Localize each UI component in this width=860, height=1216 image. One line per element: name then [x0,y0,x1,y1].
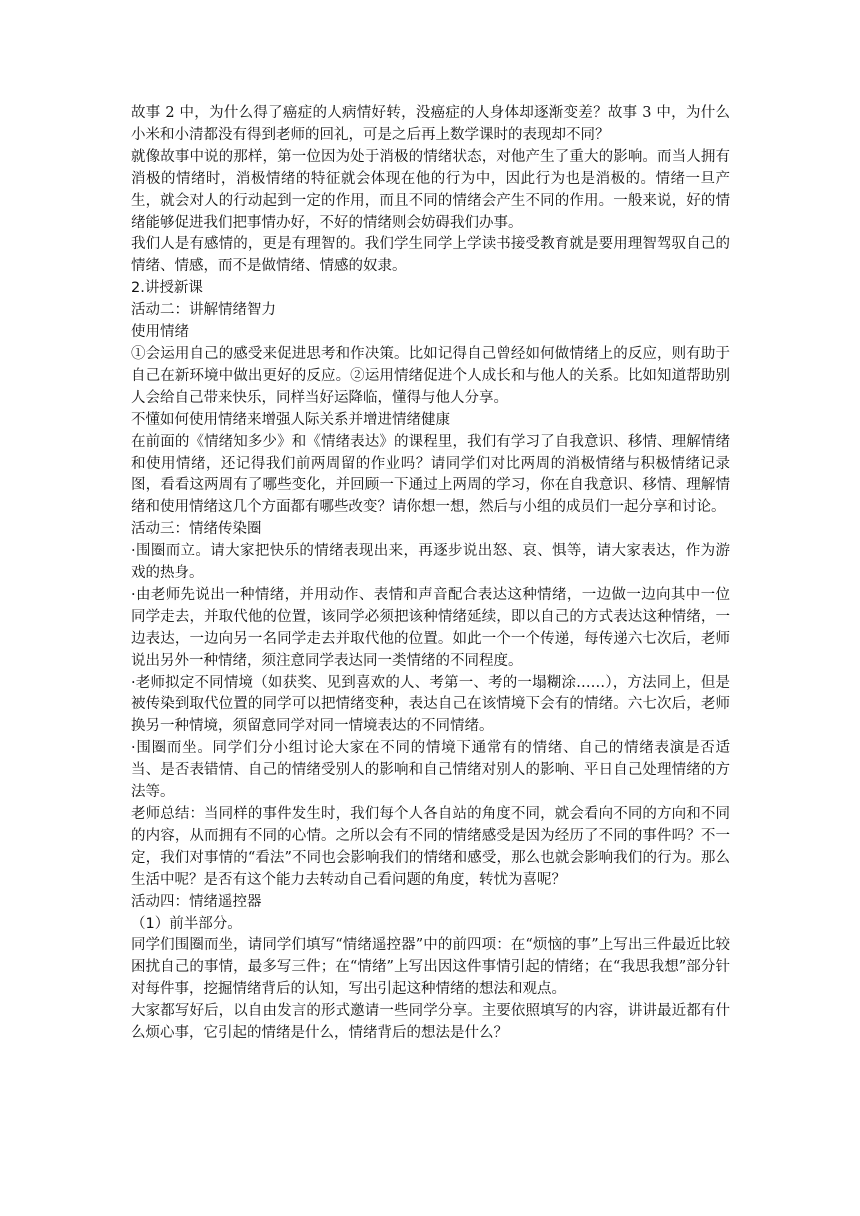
subheading-first-half: （1）前半部分。 [131,915,242,932]
bullet-different-situations: ·老师拟定不同情境（如获奖、见到喜欢的人、考第一、考的一塌糊涂……），方法同上，但是被传染到取代位置的同学可以把情绪变种，表达自己在该情境下会有的情绪。六七次后，老师换另一种情境，须留意同学对同一情境表达的不同情绪。 [131,674,730,735]
paragraph-not-using-emotion: 不懂如何使用情绪来增强人际关系并增进情绪健康 [131,411,450,428]
bullet-stand-in-circle: ·围圈而立。请大家把快乐的情绪表现出来，再逐步说出怒、哀、惧等，请大家表达，作为游戏的热身。 [131,543,730,582]
bullet-sit-in-circle: ·围圈而坐。同学们分小组讨论大家在不同的情境下通常有的情绪、自己的情绪表演是否适当、是否表错情、自己的情绪受别人的影响和自己情绪对别人的影响、平日自己处理情绪的方法等。 [131,740,730,801]
paragraph-fill-remote: 同学们围圈而坐，请同学们填写“情绪遥控器”中的前四项：在“烦恼的事”上写出三件最近比较困扰自己的事情，最多写三件；在“情绪”上写出因这件事情引起的情绪；在“我思我想”部分针对每件事，挖掘情绪背后的认知，写出引起这种情绪的想法和观点。 [131,937,730,998]
paragraph-teacher-summary: 老师总结：当同样的事件发生时，我们每个人各自站的角度不同，就会看向不同的方向和不同的内容，从而拥有不同的心情。之所以会有不同的情绪感受是因为经历了不同的事件吗？不一定，我们对事情的“看法”不同也会影响我们的情绪和感受，那么也就会影响我们的行为。那么生活中呢？是否有这个能力去转动自己看问题的角度，转忧为喜呢？ [131,806,730,888]
paragraph-story-questions: 故事 2 中，为什么得了癌症的人病情好转，没癌症的人身体却逐渐变差？故事 3 中，为什么小米和小清都没有得到老师的回礼，可是之后再上数学课时的表现却不同？ [131,105,730,143]
activity-four-heading: 活动四：情绪遥控器 [131,893,262,910]
bullet-teacher-emotion-relay: ·由老师先说出一种情绪，并用动作、表情和声音配合表达这种情绪，一边做一边向其中一位同学走去，并取代他的位置，该同学必须把该种情绪延续，即以自己的方式表达这种情绪，一边表达，一边向另一名同学走去并取代他的位置。如此一个一个传递，每传递六七次后，老师说出另外一种情绪，须注意同学表达同一类情绪的不同程度。 [131,586,730,669]
paragraph-share: 大家都写好后，以自由发言的形式邀请一些同学分享。主要依照填写的内容，讲讲最近都有什么烦心事，它引起的情绪是什么，情绪背后的想法是什么？ [131,1003,730,1042]
paragraph-reason-emotion: 我们人是有感情的，更是有理智的。我们学生同学上学读书接受教育就是要用理智驾驭自己的情绪、情感，而不是做情绪、情感的奴隶。 [131,236,730,275]
section-heading-new-lesson: 2.讲授新课 [131,280,203,297]
subheading-use-emotion: 使用情绪 [131,324,189,341]
paragraph-use-emotion-points: ①会运用自己的感受来促进思考和作决策。比如记得自己曾经如何做情绪上的反应，则有助于自己在新环境中做出更好的反应。②运用情绪促进个人成长和与他人的关系。比如知道帮助别人会给自己带来快乐，同样当好运降临，懂得与他人分享。 [131,345,730,406]
document-page [131,103,730,1045]
paragraph-review-homework: 在前面的《情绪知多少》和《情绪表达》的课程里，我们有学习了自我意识、移情、理解情绪和使用情绪，还记得我们前两周留的作业吗？请同学们对比两周的消极情绪与积极情绪记录图，看看这两周有了哪些变化，并回顾一下通过上两周的学习，你在自我意识、移情、理解情绪和使用情绪这几个方面都有哪些改变？请你想一想，然后与小组的成员们一起分享和讨论。 [131,433,730,516]
activity-three-heading: 活动三：情绪传染圈 [131,521,262,538]
activity-two-heading: 活动二：讲解情绪智力 [131,302,276,319]
paragraph-story-explanation: 就像故事中说的那样，第一位因为处于消极的情绪状态，对他产生了重大的影响。而当人拥有消极的情绪时，消极情绪的特征就会体现在他的行为中，因此行为也是消极的。情绪一旦产生，就会对人的行动起到一定的作用，而且不同的情绪会产生不同的作用。一般来说，好的情绪能够促进我们把事情办好，不好的情绪则会妨碍我们办事。 [131,148,730,231]
